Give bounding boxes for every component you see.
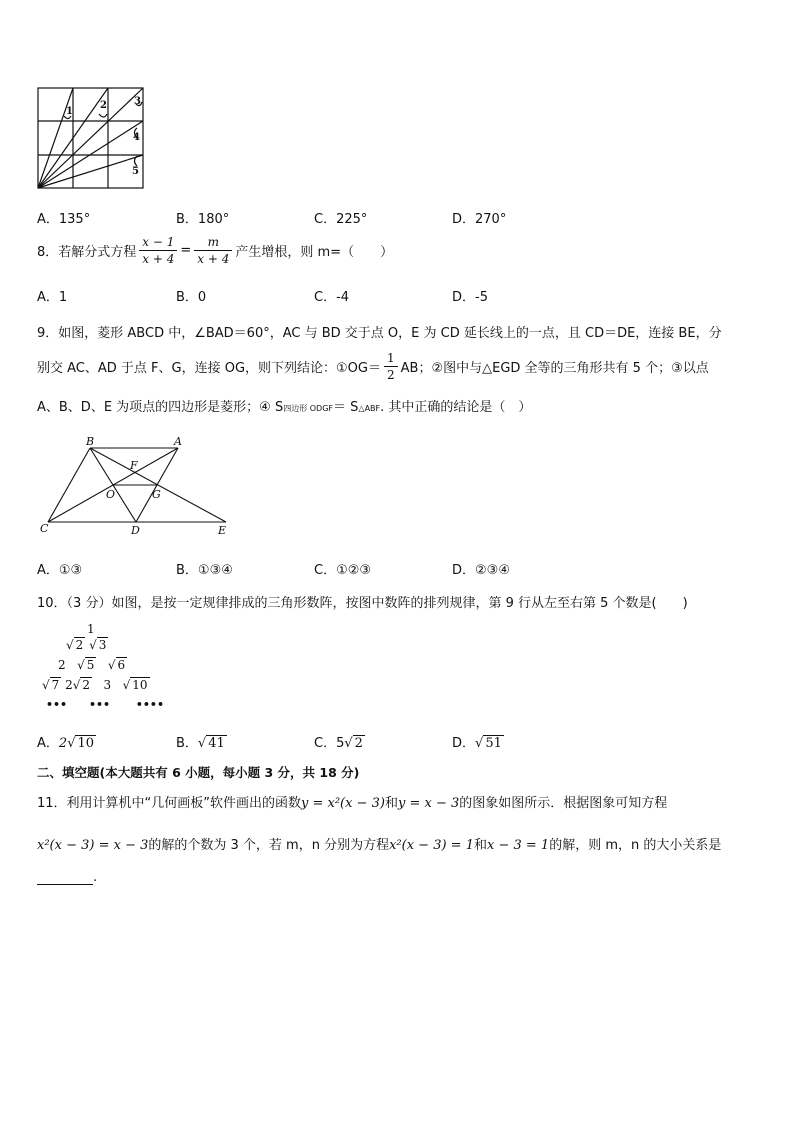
q8-prefix: 8．若解分式方程: [37, 245, 137, 260]
q11-line2-b: 的解，则 m，n 的大小关系是: [549, 838, 722, 853]
q7-option-a[interactable]: A．135°: [37, 212, 91, 227]
q10-option-c[interactable]: C．5√ 2: [314, 736, 363, 751]
angle-grid-figure: [36, 86, 152, 192]
q9-line3-b: ＝ S: [333, 400, 359, 415]
answer-blank[interactable]: [37, 870, 93, 885]
q7-option-c[interactable]: C．225°: [314, 212, 368, 227]
q11-func1: y = x²(x − 3): [301, 796, 385, 811]
array-cell: 2: [58, 658, 66, 672]
q9-option-d[interactable]: D．②③④: [452, 563, 510, 578]
q8-fraction-1: [139, 234, 177, 267]
q9-line3-sub: 四边形 ODGF: [283, 404, 334, 413]
fig-label-e: E: [218, 524, 227, 537]
array-cell: 3: [103, 678, 112, 692]
q9-half-num: 1: [384, 350, 398, 367]
array-cell: 1: [87, 622, 95, 636]
array-dots: •••: [46, 698, 68, 711]
q9-option-b[interactable]: B．①③④: [176, 563, 233, 578]
array-cell: √ 2: [66, 638, 84, 652]
q11-func2: y = x − 3: [397, 796, 460, 811]
q8-frac1-den: x + 4: [142, 252, 175, 266]
q9-option-c[interactable]: C．①②③: [314, 563, 372, 578]
q8-option-c[interactable]: C．-4: [314, 290, 350, 305]
q8-option-a[interactable]: A．1: [37, 290, 68, 305]
fig-label-c: C: [40, 522, 49, 535]
q11-and: 和: [384, 796, 398, 811]
array-row-2: [66, 638, 108, 652]
q9-line3-a: A、B、D、E 为项点的四边形是菱形；④ S: [37, 400, 284, 415]
q8-option-d[interactable]: D．-5: [452, 290, 488, 305]
q10-question: 10．（3 分）如图，是按一定规律排成的三角形数阵，按图中数阵的排列规律，第 9 行从左至右第 5 个数是( ): [37, 596, 688, 611]
fig-label-o: O: [106, 488, 116, 501]
array-row-4: [42, 678, 150, 692]
q9-half-den: 2: [387, 368, 395, 382]
fig-label-f: F: [130, 459, 138, 472]
q10-option-d[interactable]: D．√ 51: [452, 736, 502, 751]
q11-line-2: [37, 834, 721, 853]
q8-option-b[interactable]: B．0: [176, 290, 207, 305]
grid-label-3: 3: [134, 96, 141, 107]
q11-eq3: x − 3 = 1: [486, 838, 550, 853]
array-cell: 2√ 2: [65, 678, 91, 692]
q8-equals: =: [180, 243, 192, 258]
q8-fraction-2: [194, 234, 232, 267]
grid-label-1: 1: [66, 106, 73, 117]
q7-option-d[interactable]: D．270°: [452, 212, 507, 227]
grid-label-5: 5: [132, 166, 139, 177]
q8-suffix: 产生增根，则 m=（ ）: [235, 245, 394, 260]
q10-option-a[interactable]: A．2√ 10: [37, 736, 95, 751]
q10-option-b[interactable]: B．√ 41: [176, 736, 225, 751]
q7-option-b[interactable]: B．180°: [176, 212, 230, 227]
grid-label-2: 2: [100, 100, 107, 111]
q8-frac2-num: m: [194, 234, 232, 251]
q9-line3-c: . 其中正确的结论是（ ）: [380, 400, 532, 415]
array-cell: √ 10: [122, 678, 148, 692]
q11-eq1: x²(x − 3) = x − 3: [37, 838, 149, 853]
array-cell: √ 6: [107, 658, 126, 672]
q11-line1-a: 11．利用计算机中“几何画板”软件画出的函数: [37, 796, 302, 811]
array-row-3: [58, 658, 127, 672]
array-cell: √ 5: [77, 658, 95, 672]
q11-eq2: x²(x − 3) = 1: [389, 838, 474, 853]
q9-line2-a: 别交 AC、AD 于点 F、G，连接 OG，则下列结论：①OG＝: [37, 361, 381, 376]
fig-label-g: G: [152, 488, 161, 501]
array-dots: ••••: [135, 698, 164, 711]
q8-frac1-num: x − 1: [139, 234, 177, 251]
rhombus-figure: [38, 434, 238, 538]
array-row-1: [87, 622, 95, 636]
q9-option-a[interactable]: A．①③: [37, 563, 83, 578]
fig-label-a: A: [174, 435, 182, 448]
q9-line-3: [37, 396, 531, 415]
q8-question: [37, 234, 393, 267]
q9-line-2: [37, 350, 709, 383]
q11-and2: 和: [473, 838, 487, 853]
q11-line-1: [37, 792, 667, 811]
array-dots: •••: [88, 698, 111, 711]
fig-label-d: D: [131, 524, 140, 537]
answer-blank-period: .: [93, 870, 98, 885]
q9-line-1: 9．如图，菱形 ABCD 中，∠BAD＝60°，AC 与 BD 交于点 O，E 为 CD 延长线上的一点，且 CD＝DE，连接 BE，分: [37, 326, 722, 341]
array-cell: √ 7: [42, 678, 60, 692]
grid-label-4: 4: [133, 132, 140, 143]
array-cell: √ 3: [89, 638, 107, 652]
q11-line1-b: 的图象如图所示．根据图象可知方程: [459, 796, 668, 811]
fig-label-b: B: [86, 435, 95, 448]
q9-line3-sub2: △ABF: [358, 404, 381, 413]
section-heading: 二、填空题(本大题共有 6 小题，每小题 3 分，共 18 分): [37, 765, 360, 780]
q11-line2-a: 的解的个数为 3 个，若 m，n 分别为方程: [148, 838, 390, 853]
q9-line2-b: AB；②图中与△EGD 全等的三角形共有 5 个；③以点: [400, 361, 709, 376]
q8-frac2-den: x + 4: [197, 252, 230, 266]
q9-half-fraction: [384, 350, 398, 383]
array-dots-row: [46, 698, 164, 711]
